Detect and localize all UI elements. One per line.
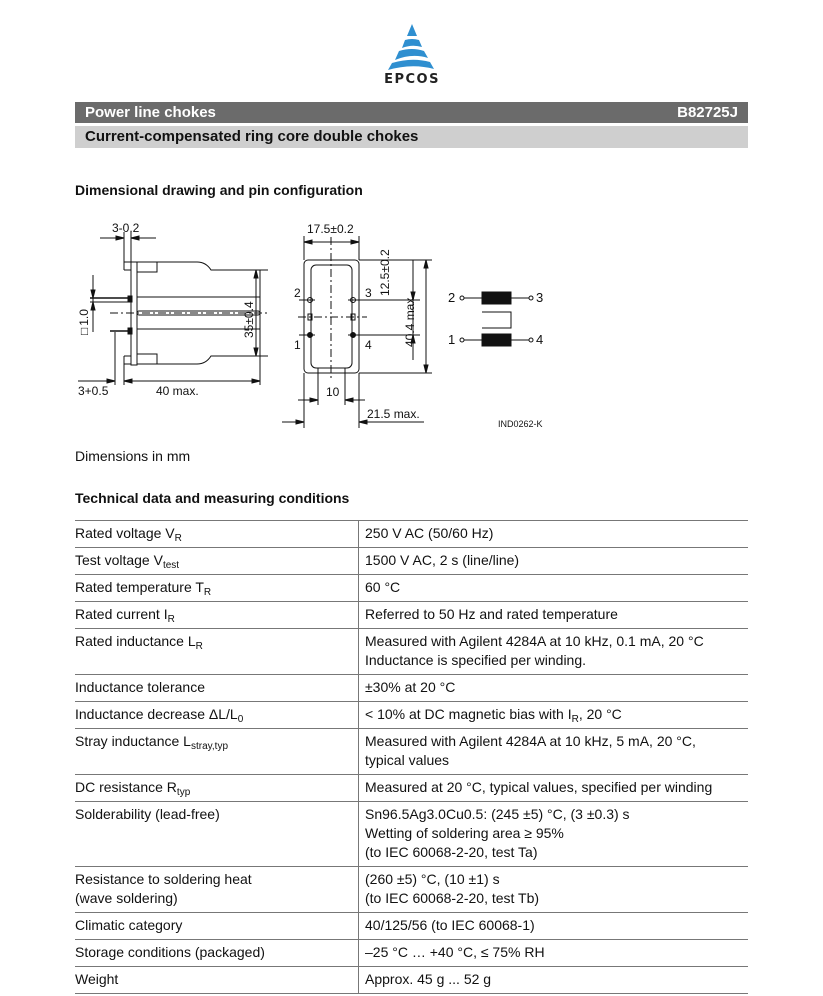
spec-label-subscript: R <box>195 641 203 652</box>
spec-value <box>359 940 749 967</box>
schematic-symbol <box>460 292 533 346</box>
dim-depth: 21.5 max. <box>367 407 420 421</box>
spec-label-text: Rated temperature T <box>75 579 204 595</box>
spec-label-text: Rated current I <box>75 606 168 622</box>
schematic-pin-2: 2 <box>448 290 456 305</box>
table-row <box>75 913 748 940</box>
spec-value-line: ±30% at 20 °C <box>365 679 456 695</box>
table-row <box>75 548 748 575</box>
spec-label-text: Inductance decrease ΔL/L <box>75 706 238 722</box>
spec-label-text: Test voltage V <box>75 552 163 568</box>
spec-label <box>75 629 359 675</box>
dim-width: 17.5±0.2 <box>307 222 354 236</box>
spec-value-text: , 20 °C <box>578 706 622 722</box>
spec-value <box>359 575 749 602</box>
pin-label-3: 3 <box>365 286 372 300</box>
spec-value-line: Wetting of soldering area ≥ 95% <box>365 825 564 841</box>
epcos-logo <box>376 22 448 92</box>
dim-pin-offset: 3+0.5 <box>78 384 109 398</box>
spec-label-text: Rated voltage V <box>75 525 175 541</box>
spec-label-subscript: R <box>174 533 182 544</box>
pin-label-2: 2 <box>294 286 301 300</box>
spec-value <box>359 548 749 575</box>
winding-top <box>482 292 511 304</box>
spec-value <box>359 629 749 675</box>
spec-label-text: (wave soldering) <box>75 890 178 906</box>
spec-label-text: Storage conditions (packaged) <box>75 944 265 960</box>
spec-label <box>75 602 359 629</box>
schematic-pin-1: 1 <box>448 332 456 347</box>
winding-bottom <box>482 334 511 346</box>
table-row <box>75 675 748 702</box>
part-number: B82725J <box>677 104 738 121</box>
schematic-pin-4: 4 <box>536 332 544 347</box>
spec-value-line: Measured at 20 °C, typical values, specified per winding <box>365 779 713 795</box>
table-row <box>75 802 748 867</box>
drawing-heading: Dimensional drawing and pin configuration <box>75 182 363 198</box>
spec-label-text: Weight <box>75 971 119 987</box>
spec-value-line: (260 ±5) °C, (10 ±1) s <box>365 871 500 887</box>
spec-label <box>75 521 359 548</box>
schematic-pin-3: 3 <box>536 290 544 305</box>
table-row <box>75 867 748 913</box>
spec-label <box>75 575 359 602</box>
spec-label-subscript: test <box>162 560 180 571</box>
spec-value-line: (to IEC 60068-2-20, test Ta) <box>365 844 538 860</box>
spec-value-line: –25 °C … +40 °C, ≤ 75% RH <box>365 944 545 960</box>
dim-body-height: 35±0.4 <box>242 301 256 338</box>
spec-value-line: Referred to 50 Hz and rated temperature <box>365 606 618 622</box>
table-row <box>75 967 748 994</box>
spec-label <box>75 675 359 702</box>
spec-value-text: < 10% at DC magnetic bias with I <box>365 706 572 722</box>
spec-label <box>75 802 359 867</box>
dim-pin-pitch-vertical: 12.5±0.2 <box>378 249 392 296</box>
dimensional-drawing <box>70 210 570 440</box>
spec-label-text: Resistance to soldering heat <box>75 871 252 887</box>
spec-value <box>359 702 749 729</box>
spec-label <box>75 967 359 994</box>
spec-value <box>359 967 749 994</box>
spec-value <box>359 675 749 702</box>
table-row <box>75 729 748 775</box>
dim-overall-height: 40.4 max. <box>403 294 417 347</box>
spec-value-line: 60 °C <box>365 579 401 595</box>
spec-label-text: Inductance tolerance <box>75 679 205 695</box>
dim-flange: 3-0.2 <box>112 221 140 235</box>
spec-label <box>75 729 359 775</box>
spec-label <box>75 913 359 940</box>
table-row <box>75 575 748 602</box>
spec-value <box>359 775 749 802</box>
pin-label-1: 1 <box>294 338 301 352</box>
subtitle-bar <box>75 126 748 148</box>
spec-value-line: (to IEC 60068-2-20, test Tb) <box>365 890 540 906</box>
spec-label <box>75 702 359 729</box>
spec-label-text: DC resistance R <box>75 779 177 795</box>
header-title: Power line chokes <box>85 104 216 121</box>
spec-label <box>75 775 359 802</box>
spec-value <box>359 913 749 940</box>
logo-text: EPCOS <box>384 72 440 87</box>
dim-pin-pitch-horizontal: 10 <box>326 385 340 399</box>
spec-label <box>75 867 359 913</box>
dim-pin-size: □1.0 <box>77 309 91 335</box>
spec-value <box>359 729 749 775</box>
header-bar <box>75 102 748 123</box>
spec-value <box>359 521 749 548</box>
spec-value-line: Measured with Agilent 4284A at 10 kHz, 5 mA, 20 °C, <box>365 733 696 749</box>
spec-value <box>359 802 749 867</box>
spec-value-line: Inductance is specified per winding. <box>365 652 587 668</box>
spec-label-text: Rated inductance L <box>75 633 196 649</box>
header-subtitle: Current-compensated ring core double chokes <box>85 128 419 145</box>
pin-label-4: 4 <box>365 338 372 352</box>
spec-value-line: Measured with Agilent 4284A at 10 kHz, 0.1 mA, 20 °C <box>365 633 704 649</box>
spec-value-line: typical values <box>365 752 450 768</box>
spec-label-subscript: R <box>203 587 212 598</box>
spec-value-line: 250 V AC (50/60 Hz) <box>365 525 494 541</box>
spec-label-text: Stray inductance L <box>75 733 191 749</box>
table-row <box>75 521 748 548</box>
table-row <box>75 775 748 802</box>
table-row <box>75 940 748 967</box>
spec-value-line: Sn96.5Ag3.0Cu0.5: (245 ±5) °C, (3 ±0.3) s <box>365 806 630 822</box>
spec-label-text: Solderability (lead-free) <box>75 806 220 822</box>
drawing-code: IND0262-K <box>498 419 543 429</box>
spec-label-text: Climatic category <box>75 917 183 933</box>
spec-value <box>359 602 749 629</box>
table-row <box>75 702 748 729</box>
spec-label <box>75 940 359 967</box>
table-row <box>75 629 748 675</box>
dim-body-length: 40 max. <box>156 384 199 398</box>
technical-heading: Technical data and measuring conditions <box>75 490 350 506</box>
spec-value-line: 40/125/56 (to IEC 60068-1) <box>365 917 535 933</box>
spec-label-subscript: R <box>167 614 175 625</box>
spec-value <box>359 867 749 913</box>
spec-label-subscript: stray,typ <box>190 741 229 752</box>
spec-value-line: 1500 V AC, 2 s (line/line) <box>365 552 520 568</box>
epcos-triangle-logo-icon <box>376 22 448 72</box>
spec-value-text: R <box>571 714 579 725</box>
units-note: Dimensions in mm <box>75 448 191 464</box>
spec-label-subscript: 0 <box>237 714 244 725</box>
spec-value-line: Approx. 45 g ... 52 g <box>365 971 492 987</box>
spec-label-subscript: typ <box>176 787 191 798</box>
spec-label <box>75 548 359 575</box>
table-row <box>75 602 748 629</box>
technical-data-table <box>75 520 748 994</box>
